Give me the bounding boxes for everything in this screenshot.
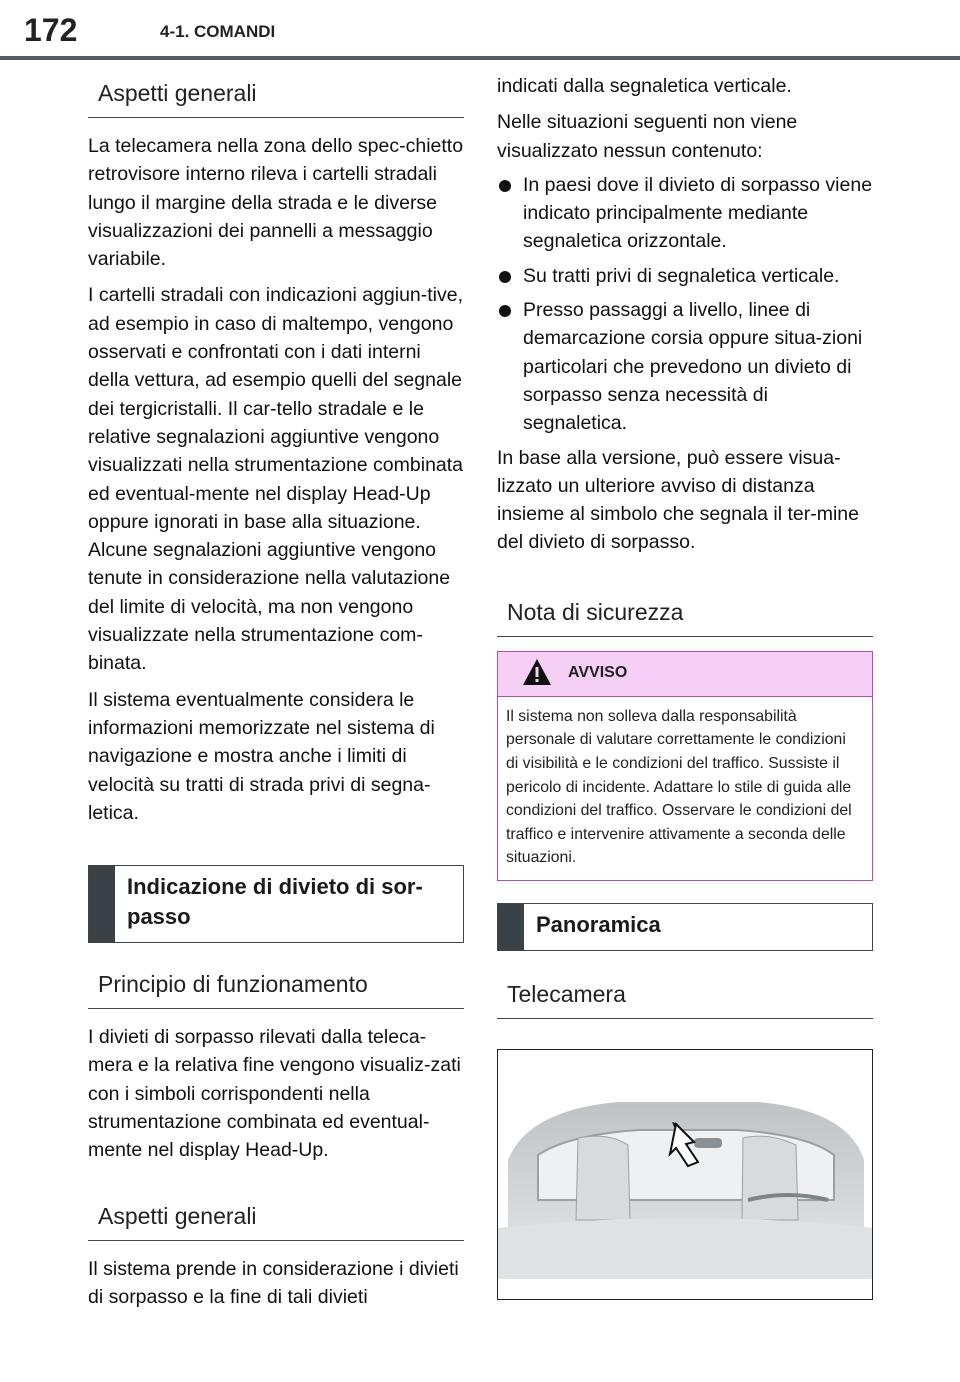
car-interior-image — [498, 1050, 873, 1299]
section-heading-divieto-sorpasso — [88, 865, 464, 943]
chapter-title: 4-1. COMANDI — [160, 22, 276, 41]
header-divider — [0, 56, 960, 60]
paragraph-segnaletica: indicati dalla segnaletica verticale. — [497, 75, 792, 97]
page-number: 172 — [24, 12, 78, 48]
list-item: Su tratti privi di segnaletica verticale. — [497, 262, 873, 290]
list-item: Presso passaggi a livello, linee di demarcazione corsia oppure situa-zioni particolari che prevedono un divieto di sorpasso senza necessità di segnaletica. — [497, 296, 873, 437]
warning-triangle-icon — [522, 657, 552, 687]
warning-text: Il sistema non solleva dalla responsabilità personale di valutare correttamente le condizioni di visibilità e le condizioni del traffico. Sussiste il pericolo di incidente. Adattare lo stile di guida alle condizioni del traffico. Osservare le condizioni del traffico e intervenire attivamente a seconda delle situazioni. — [506, 707, 852, 867]
subheading-aspetti-generali-2: Aspetti generali — [88, 1187, 464, 1241]
paragraph-divieti: Il sistema prende in considerazione i divieti di sorpasso e la fine di tali divieti — [88, 1257, 459, 1308]
section-title: Panoramica — [536, 911, 661, 937]
page-header — [0, 0, 960, 62]
paragraph-versione: In base alla versione, può essere visua-lizzato un ulteriore avviso di distanza insieme al simbolo che segnala il ter-mine del divieto di sorpasso. — [497, 446, 859, 554]
paragraph-situazioni: Nelle situazioni seguenti non viene visualizzato nessun contenuto: — [497, 111, 798, 162]
subheading-aspetti-generali: Aspetti generali — [88, 64, 464, 118]
subheading-principio: Principio di funzionamento — [88, 955, 464, 1009]
left-column — [88, 64, 464, 1311]
section-heading-panoramica — [497, 903, 873, 951]
paragraph-navigation: Il sistema eventualmente considera le informazioni memorizzate nel sistema di navigazione e mostra anche i limiti di velocità su tratti di strada privi di segna-letica. — [88, 688, 435, 824]
bullet-icon — [499, 271, 511, 283]
warning-title: AVVISO — [568, 663, 628, 681]
right-column — [497, 64, 873, 1300]
subheading-telecamera: Telecamera — [497, 965, 873, 1019]
section-bar — [498, 904, 524, 950]
subheading-nota-sicurezza: Nota di sicurezza — [497, 583, 873, 637]
paragraph-signs: I cartelli stradali con indicazioni aggiun-tive, ad esempio in caso di maltempo, vengono osservati e confrontati con i dati interni della vettura, ad esempio quelli del segnale dei tergicristalli. Il car-tello stradale e le relative segnalazioni aggiuntive vengono visualizzati nella strumentazione combinata ed eventual-mente nel display Head-Up oppure ignorati in base alla situazione. Alcune segnalazioni aggiuntive vengono tenute in considerazione nella valutazione del limite di velocità, ma non vengono visualizzate nella strumentazione com-binata. — [88, 284, 464, 675]
bullet-icon — [499, 180, 511, 192]
camera-illustration — [497, 1049, 873, 1300]
section-title: Indicazione di divieto di sor-passo — [127, 874, 423, 930]
section-bar — [89, 866, 115, 942]
warning-box — [497, 651, 873, 881]
list-item: In paesi dove il divieto di sorpasso viene indicato principalmente mediante segnaletica orizzontale. — [497, 171, 873, 256]
bullet-list — [497, 171, 873, 438]
bullet-icon — [499, 305, 511, 317]
paragraph-principio: I divieti di sorpasso rilevati dalla teleca-mera e la relativa fine vengono visualiz-zati con i simboli corrispondenti nella strumentazione combinata ed eventual-mente nel display Head-Up. — [88, 1026, 461, 1162]
warning-header — [498, 652, 872, 697]
paragraph-camera: La telecamera nella zona dello spec-chietto retrovisore interno rileva i cartelli stradali lungo il margine della strada e le diverse visualizzazioni dei pannelli a messaggio variabile. — [88, 135, 464, 271]
